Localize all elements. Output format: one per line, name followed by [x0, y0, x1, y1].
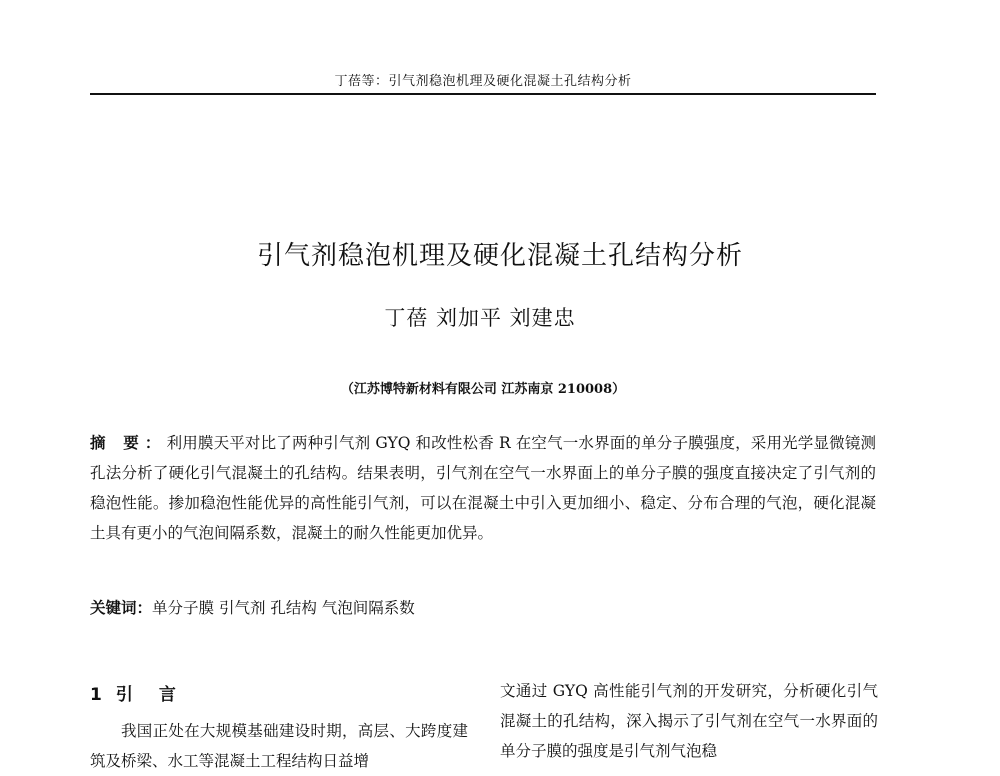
section-title-part-1: 引 [115, 685, 133, 705]
affiliation: （江苏博特新材料有限公司 江苏南京 210008） [340, 382, 626, 397]
section-heading-introduction [90, 682, 468, 716]
abstract [90, 428, 876, 548]
paper-title: 引气剂稳泡机理及硬化混凝土孔结构分析 [256, 241, 743, 272]
authors: 丁蓓 刘加平 刘建忠 [384, 306, 576, 330]
abstract-text: 利用膜天平对比了两种引气剂 GYQ 和改性松香 R 在空气一水界面的单分子膜强度，采用光学显微镜测孔法分析了硬化引气混凝土的孔结构。结果表明，引气剂在空气一水界面上的单分子膜的强度直接决定了引气剂的稳泡性能。掺加稳泡性能优异的高性能引气剂，可以在混凝土中引入更加细小、稳定、分布合理的气泡，硬化混凝土具有更小的气泡间隔系数，混凝土的耐久性能更加优异。 [90, 434, 876, 542]
right-column [500, 676, 878, 766]
header-rule [90, 93, 876, 95]
intro-paragraph-left: 我国正处在大规模基础建设时期，高层、大跨度建筑及桥梁、水工等混凝土工程结构日益增 [90, 722, 468, 770]
keywords-label: 关键词： [90, 598, 153, 617]
keywords-text: 单分子膜 引气剂 孔结构 气泡间隔系数 [152, 599, 415, 617]
keywords [90, 596, 876, 618]
intro-paragraph-right: 文通过 GYQ 高性能引气剂的开发研究，分析硬化引气混凝土的孔结构，深入揭示了引气剂在空气一水界面的单分子膜的强度是引气剂气泡稳 [500, 682, 878, 760]
section-number: 1 [90, 685, 102, 705]
running-head: 丁蓓等：引气剂稳泡机理及硬化混凝土孔结构分析 [334, 74, 632, 89]
left-column [90, 682, 468, 776]
abstract-label: 摘 要： [90, 433, 167, 452]
section-title-part-2: 言 [158, 685, 176, 705]
